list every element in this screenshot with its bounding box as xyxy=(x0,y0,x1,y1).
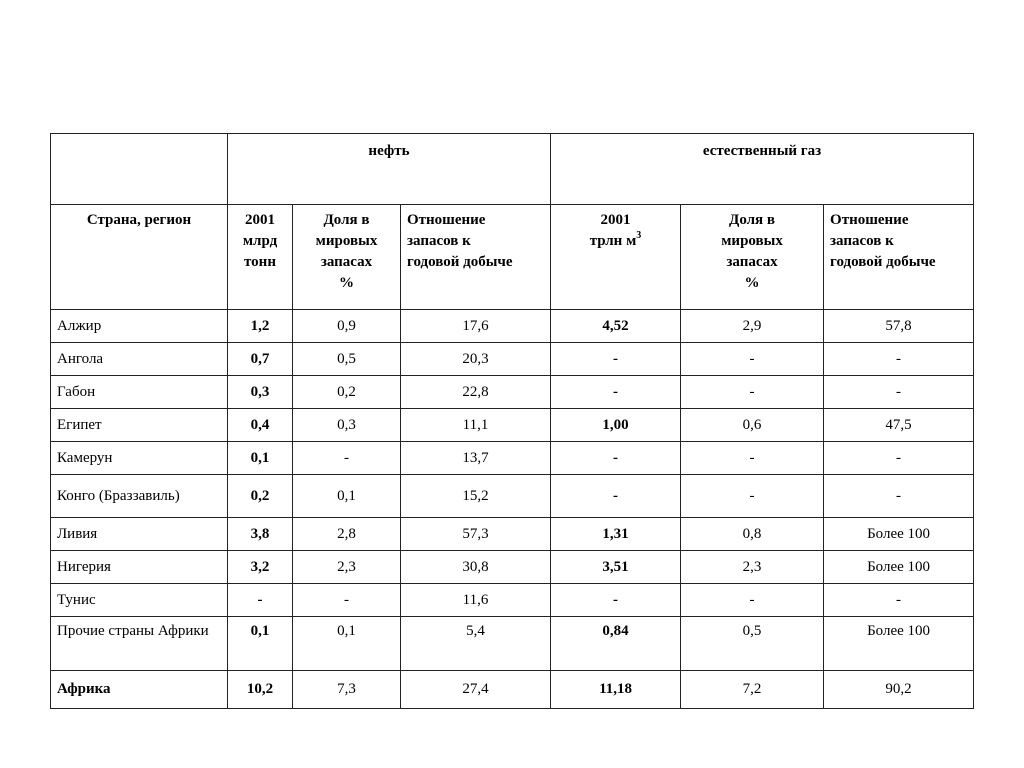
table-row xyxy=(51,617,974,671)
gas-share-cell: 2,3 xyxy=(681,551,824,584)
gas-volume-cell: - xyxy=(551,475,681,518)
gas-share-cell: - xyxy=(681,584,824,617)
oil-ratio-cell: 13,7 xyxy=(401,442,551,475)
table-row xyxy=(51,310,974,343)
oil-share-cell: - xyxy=(293,584,401,617)
oil-share-cell: 0,2 xyxy=(293,376,401,409)
country-cell: Тунис xyxy=(51,584,228,617)
oil-share-cell: 0,9 xyxy=(293,310,401,343)
gas-volume-cell: 1,00 xyxy=(551,409,681,442)
gas-ratio-cell: - xyxy=(824,376,974,409)
country-header: Страна, регион xyxy=(51,205,228,310)
oil-volume-cell: 0,4 xyxy=(228,409,293,442)
gas-share-cell: 0,6 xyxy=(681,409,824,442)
oil-volume-cell: - xyxy=(228,584,293,617)
gas-ratio-cell: Более 100 xyxy=(824,551,974,584)
total-oil-ratio-cell: 27,4 xyxy=(401,671,551,709)
column-header-row xyxy=(51,205,974,310)
gas-volume-cell: - xyxy=(551,343,681,376)
oil-share-cell: - xyxy=(293,442,401,475)
country-cell: Египет xyxy=(51,409,228,442)
group-header-row xyxy=(51,134,974,205)
oil-volume-cell: 0,7 xyxy=(228,343,293,376)
total-oil-share-cell: 7,3 xyxy=(293,671,401,709)
oil-volume-cell: 0,1 xyxy=(228,442,293,475)
oil-volume-header: 2001 млрд тонн xyxy=(228,205,293,310)
oil-ratio-header: Отношение запасов к годовой добыче xyxy=(401,205,551,310)
gas-volume-header: 2001 трлн $м^3$ xyxy=(551,205,681,310)
gas-ratio-cell: - xyxy=(824,584,974,617)
table-row xyxy=(51,475,974,518)
gas-ratio-cell: 47,5 xyxy=(824,409,974,442)
oil-ratio-cell: 11,6 xyxy=(401,584,551,617)
oil-share-cell: 0,1 xyxy=(293,617,401,671)
gas-volume-cell: 3,51 xyxy=(551,551,681,584)
gas-ratio-cell: 57,8 xyxy=(824,310,974,343)
gas-ratio-cell: - xyxy=(824,442,974,475)
oil-share-cell: 2,8 xyxy=(293,518,401,551)
gas-ratio-header: Отношение запасов к годовой добыче xyxy=(824,205,974,310)
total-row xyxy=(51,671,974,709)
gas-share-cell: - xyxy=(681,442,824,475)
oil-group-header: нефть xyxy=(228,134,551,205)
gas-share-cell: 0,8 xyxy=(681,518,824,551)
gas-share-cell: 0,5 xyxy=(681,617,824,671)
total-country-cell: Африка xyxy=(51,671,228,709)
oil-volume-cell: 3,2 xyxy=(228,551,293,584)
oil-ratio-cell: 22,8 xyxy=(401,376,551,409)
gas-ratio-cell: - xyxy=(824,475,974,518)
oil-ratio-cell: 15,2 xyxy=(401,475,551,518)
oil-share-cell: 0,1 xyxy=(293,475,401,518)
gas-share-cell: - xyxy=(681,343,824,376)
gas-volume-cell: - xyxy=(551,376,681,409)
country-cell: Прочие страны Африки xyxy=(51,617,228,671)
gas-volume-cell: 1,31 xyxy=(551,518,681,551)
gas-volume-cell: 4,52 xyxy=(551,310,681,343)
gas-group-header: естественный газ xyxy=(551,134,974,205)
oil-volume-cell: 0,1 xyxy=(228,617,293,671)
oil-ratio-cell: 20,3 xyxy=(401,343,551,376)
oil-volume-cell: 1,2 xyxy=(228,310,293,343)
oil-share-cell: 0,3 xyxy=(293,409,401,442)
oil-volume-cell: 3,8 xyxy=(228,518,293,551)
oil-volume-cell: 0,2 xyxy=(228,475,293,518)
table-row xyxy=(51,409,974,442)
oil-share-cell: 0,5 xyxy=(293,343,401,376)
total-gas-ratio-cell: 90,2 xyxy=(824,671,974,709)
country-cell: Габон xyxy=(51,376,228,409)
oil-share-header: Доля в мировых запасах % xyxy=(293,205,401,310)
table-row xyxy=(51,442,974,475)
country-cell: Нигерия xyxy=(51,551,228,584)
reserves-table xyxy=(50,133,974,709)
country-cell: Ангола xyxy=(51,343,228,376)
gas-ratio-cell: Более 100 xyxy=(824,518,974,551)
table-row xyxy=(51,584,974,617)
oil-ratio-cell: 11,1 xyxy=(401,409,551,442)
oil-ratio-cell: 17,6 xyxy=(401,310,551,343)
country-cell: Ливия xyxy=(51,518,228,551)
country-cell: Алжир xyxy=(51,310,228,343)
table-row xyxy=(51,343,974,376)
gas-share-cell: - xyxy=(681,475,824,518)
gas-volume-cell: - xyxy=(551,584,681,617)
table-row xyxy=(51,551,974,584)
total-gas-volume-cell: 11,18 xyxy=(551,671,681,709)
oil-volume-cell: 0,3 xyxy=(228,376,293,409)
oil-ratio-cell: 5,4 xyxy=(401,617,551,671)
gas-share-cell: - xyxy=(681,376,824,409)
oil-share-cell: 2,3 xyxy=(293,551,401,584)
gas-share-header: Доля в мировых запасах % xyxy=(681,205,824,310)
country-cell: Конго (Браззавиль) xyxy=(51,475,228,518)
empty-corner-cell xyxy=(51,134,228,205)
table-row xyxy=(51,376,974,409)
oil-ratio-cell: 30,8 xyxy=(401,551,551,584)
gas-volume-cell: - xyxy=(551,442,681,475)
country-cell: Камерун xyxy=(51,442,228,475)
total-gas-share-cell: 7,2 xyxy=(681,671,824,709)
gas-ratio-cell: Более 100 xyxy=(824,617,974,671)
oil-ratio-cell: 57,3 xyxy=(401,518,551,551)
gas-ratio-cell: - xyxy=(824,343,974,376)
table-row xyxy=(51,518,974,551)
gas-share-cell: 2,9 xyxy=(681,310,824,343)
gas-volume-cell: 0,84 xyxy=(551,617,681,671)
total-oil-volume-cell: 10,2 xyxy=(228,671,293,709)
